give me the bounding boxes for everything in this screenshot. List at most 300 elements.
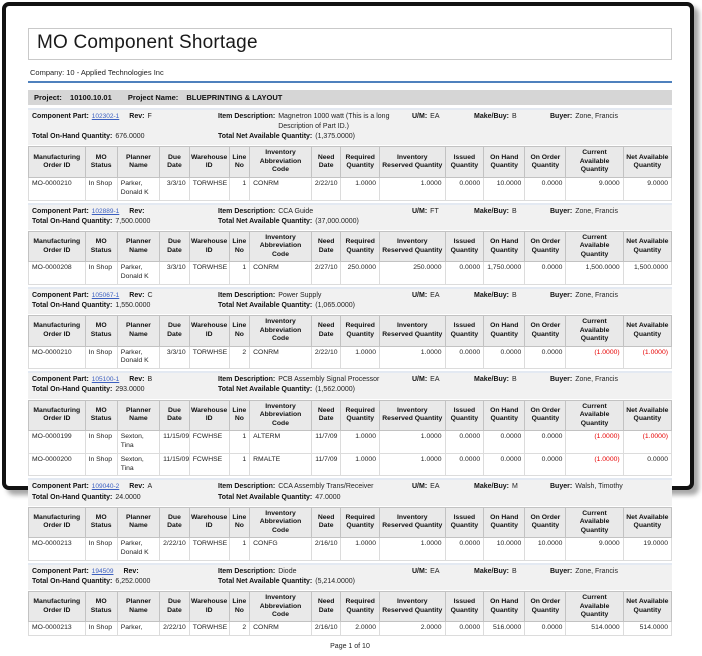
project-name: BLUEPRINTING & LAYOUT: [186, 93, 283, 102]
column-header: Inventory Abbreviation Code: [250, 400, 312, 430]
column-header: Manufacturing Order ID: [29, 147, 86, 177]
total-net-available-group: [218, 493, 668, 503]
total-on-hand-value: 24.0000: [115, 493, 141, 501]
rev-label: Rev:: [129, 113, 145, 120]
column-header: Net Available Quantity: [623, 231, 671, 261]
section-header-line1: [32, 207, 668, 217]
component-part-label: Component Part:: [32, 207, 89, 215]
column-header: Line No: [229, 507, 250, 537]
um-group: [412, 112, 474, 122]
column-header: Current Available Quantity: [566, 507, 623, 537]
component-part-label: Component Part:: [32, 483, 89, 491]
section-header-line2: [32, 132, 668, 142]
column-header: Planner Name: [117, 316, 159, 346]
table-cell: Parker, Donald K: [117, 262, 159, 285]
column-header: Planner Name: [117, 231, 159, 261]
shortage-table: [28, 315, 672, 369]
table-cell: 1.0000: [380, 431, 446, 454]
make-buy-label: Make/Buy:: [474, 291, 510, 299]
column-header: Warehouse ID: [189, 231, 229, 261]
item-description-group: [218, 482, 412, 492]
rev-label: Rev:: [129, 483, 145, 491]
table-header-row: [29, 316, 672, 346]
column-header: Need Date: [311, 592, 341, 622]
table-cell: 0.0000: [525, 622, 566, 636]
rev-label: Rev:: [129, 291, 145, 299]
column-header: On Order Quantity: [525, 400, 566, 430]
column-header: MO Status: [85, 507, 117, 537]
table-cell: 0.0000: [445, 177, 484, 200]
make-buy-group: [474, 567, 550, 577]
um-label: U/M:: [412, 567, 428, 575]
item-description-value: Diode: [278, 567, 297, 575]
component-part-link[interactable]: 194509: [91, 567, 114, 575]
column-header: Required Quantity: [341, 400, 380, 430]
total-on-hand-group: [32, 577, 218, 587]
column-header: Inventory Abbreviation Code: [250, 231, 312, 261]
table-cell: In Shop: [85, 431, 117, 454]
column-header: Line No: [229, 147, 250, 177]
make-buy-value: B: [512, 376, 517, 384]
component-section: [28, 371, 672, 476]
total-on-hand-label: Total On-Hand Quantity:: [32, 577, 113, 585]
section-header: [28, 565, 672, 590]
column-header: On Order Quantity: [525, 231, 566, 261]
um-value: EA: [430, 483, 440, 491]
item-description-group: [218, 291, 412, 301]
column-header: On Order Quantity: [525, 592, 566, 622]
table-cell: FCWHSE: [189, 431, 229, 454]
table-cell: 1.0000: [341, 538, 380, 561]
table-cell: MO-0000210: [29, 177, 86, 200]
table-cell: Parker,: [117, 622, 159, 636]
buyer-value: Zone, Francis: [575, 376, 618, 384]
buyer-group: [550, 112, 668, 122]
column-header: Manufacturing Order ID: [29, 592, 86, 622]
component-part-link[interactable]: 105100-1: [91, 376, 120, 384]
column-header: On Hand Quantity: [484, 400, 525, 430]
item-description-label: Item Description:: [218, 207, 276, 215]
column-header: MO Status: [85, 400, 117, 430]
column-header: Net Available Quantity: [623, 147, 671, 177]
component-section: [28, 203, 672, 285]
table-cell: 0.0000: [445, 346, 484, 369]
rev-value: F: [147, 113, 152, 120]
table-cell: 11/7/09: [311, 431, 341, 454]
column-header: Due Date: [160, 400, 190, 430]
section-header-line1: [32, 567, 668, 577]
column-header: Planner Name: [117, 507, 159, 537]
table-row: [29, 262, 672, 285]
total-on-hand-value: 676.0000: [115, 133, 145, 141]
um-label: U/M:: [412, 376, 428, 384]
table-cell: 2/16/10: [311, 622, 341, 636]
make-buy-label: Make/Buy:: [474, 376, 510, 384]
table-cell: 1.0000: [380, 346, 446, 369]
item-description-value: Power Supply: [278, 291, 322, 299]
table-cell: 0.0000: [525, 346, 566, 369]
column-header: Planner Name: [117, 592, 159, 622]
table-cell: 1.0000: [380, 177, 446, 200]
table-cell: 3/3/10: [160, 262, 190, 285]
project-name-label: Project Name:: [127, 93, 179, 102]
um-value: EA: [430, 113, 440, 120]
total-net-available-group: [218, 301, 668, 311]
item-description-group: [218, 567, 412, 577]
buyer-value: Zone, Francis: [575, 207, 618, 215]
um-group: [412, 482, 474, 492]
table-cell: 1,500.0000: [566, 262, 623, 285]
item-description-group: [218, 375, 412, 385]
buyer-label: Buyer:: [550, 113, 573, 120]
column-header: Inventory Reserved Quantity: [380, 592, 446, 622]
report-title-box: [28, 28, 672, 60]
table-cell: TORWHSE: [189, 346, 229, 369]
column-header: Warehouse ID: [189, 147, 229, 177]
buyer-label: Buyer:: [550, 376, 573, 384]
column-header: On Hand Quantity: [484, 316, 525, 346]
total-on-hand-label: Total On-Hand Quantity:: [32, 302, 113, 310]
column-header: Due Date: [160, 592, 190, 622]
table-cell: Sexton, Tina: [117, 431, 159, 454]
shortage-table: [28, 231, 672, 285]
column-header: Required Quantity: [341, 592, 380, 622]
table-cell: 9.0000: [623, 177, 671, 200]
total-net-available-value: (5,214.0000): [315, 577, 355, 585]
component-part-link[interactable]: 102889-1: [91, 207, 120, 215]
column-header: Net Available Quantity: [623, 316, 671, 346]
table-cell: 514.0000: [623, 622, 671, 636]
table-cell: 1: [229, 538, 250, 561]
column-header: On Hand Quantity: [484, 147, 525, 177]
component-part-link[interactable]: 109040-2: [91, 483, 120, 491]
column-header: Inventory Abbreviation Code: [250, 316, 312, 346]
table-cell: 0.0000: [445, 262, 484, 285]
table-cell: 2.0000: [380, 622, 446, 636]
table-cell: 0.0000: [484, 346, 525, 369]
make-buy-group: [474, 291, 550, 301]
column-header: Required Quantity: [341, 507, 380, 537]
make-buy-value: M: [512, 483, 518, 491]
table-row: [29, 538, 672, 561]
total-on-hand-group: [32, 385, 218, 395]
table-cell: MO-0000200: [29, 453, 86, 476]
table-cell: 11/15/09: [160, 431, 190, 454]
table-cell: MO-0000213: [29, 622, 86, 636]
table-cell: CONRM: [250, 346, 312, 369]
table-row: [29, 431, 672, 454]
buyer-value: Zone, Francis: [575, 567, 618, 575]
column-header: Line No: [229, 400, 250, 430]
table-header-row: [29, 507, 672, 537]
table-cell: In Shop: [85, 177, 117, 200]
table-cell: 1: [229, 177, 250, 200]
buyer-group: [550, 567, 668, 577]
column-header: On Hand Quantity: [484, 231, 525, 261]
column-header: MO Status: [85, 147, 117, 177]
item-description-label: Item Description:: [218, 113, 276, 120]
um-value: EA: [430, 291, 440, 299]
table-cell: 1.0000: [341, 346, 380, 369]
table-row: [29, 177, 672, 200]
table-cell: 10.0000: [484, 538, 525, 561]
total-on-hand-value: 293.0000: [115, 386, 145, 394]
table-cell: (1.0000): [566, 346, 623, 369]
component-part-group: [32, 112, 218, 122]
um-group: [412, 375, 474, 385]
column-header: On Order Quantity: [525, 147, 566, 177]
component-part-group: [32, 291, 218, 301]
um-label: U/M:: [412, 113, 428, 120]
buyer-group: [550, 291, 668, 301]
table-cell: 0.0000: [445, 622, 484, 636]
column-header: MO Status: [85, 316, 117, 346]
column-header: Warehouse ID: [189, 507, 229, 537]
column-header: Issued Quantity: [445, 147, 484, 177]
report-page: [6, 6, 690, 656]
table-cell: 2/22/10: [160, 538, 190, 561]
table-cell: 11/7/09: [311, 453, 341, 476]
column-header: Inventory Abbreviation Code: [250, 592, 312, 622]
rev-value: A: [147, 483, 153, 491]
total-net-available-label: Total Net Available Quantity:: [218, 493, 313, 501]
buyer-label: Buyer:: [550, 207, 573, 215]
table-cell: RMALTE: [250, 453, 312, 476]
column-header: On Order Quantity: [525, 316, 566, 346]
column-header: On Hand Quantity: [484, 507, 525, 537]
table-cell: 1: [229, 431, 250, 454]
table-cell: Parker, Donald K: [117, 346, 159, 369]
item-description-group: [218, 112, 412, 132]
total-net-available-label: Total Net Available Quantity:: [218, 386, 313, 394]
um-label: U/M:: [412, 207, 428, 215]
column-header: Manufacturing Order ID: [29, 231, 86, 261]
column-header: Issued Quantity: [445, 231, 484, 261]
table-cell: (1.0000): [566, 453, 623, 476]
buyer-label: Buyer:: [550, 567, 573, 575]
total-net-available-group: [218, 577, 668, 587]
shortage-table: [28, 591, 672, 636]
column-header: Required Quantity: [341, 147, 380, 177]
table-cell: 2/22/10: [160, 622, 190, 636]
column-header: Issued Quantity: [445, 592, 484, 622]
make-buy-value: B: [512, 207, 517, 215]
table-cell: 0.0000: [525, 431, 566, 454]
column-header: Due Date: [160, 507, 190, 537]
total-net-available-value: (37,000.0000): [315, 217, 359, 225]
table-cell: MO-0000210: [29, 346, 86, 369]
rev-label: Rev:: [129, 376, 145, 384]
total-on-hand-label: Total On-Hand Quantity:: [32, 217, 113, 225]
section-header-line1: [32, 482, 668, 492]
table-cell: 1.0000: [380, 538, 446, 561]
column-header: Warehouse ID: [189, 316, 229, 346]
component-part-link[interactable]: 105067-1: [91, 291, 120, 299]
total-on-hand-label: Total On-Hand Quantity:: [32, 386, 113, 394]
table-row: [29, 346, 672, 369]
table-row: [29, 453, 672, 476]
total-net-available-label: Total Net Available Quantity:: [218, 577, 313, 585]
shortage-table: [28, 400, 672, 477]
item-description-value: PCB Assembly Signal Processor: [278, 376, 380, 384]
section-header-line2: [32, 217, 668, 227]
total-net-available-label: Total Net Available Quantity:: [218, 302, 313, 310]
shortage-table: [28, 507, 672, 561]
buyer-label: Buyer:: [550, 483, 573, 491]
component-section: [28, 478, 672, 560]
section-header-line2: [32, 493, 668, 503]
item-description-group: [218, 207, 412, 217]
shortage-table: [28, 146, 672, 200]
column-header: Net Available Quantity: [623, 592, 671, 622]
make-buy-label: Make/Buy:: [474, 567, 510, 575]
section-header-line1: [32, 375, 668, 385]
total-on-hand-group: [32, 132, 218, 142]
column-header: Due Date: [160, 231, 190, 261]
table-cell: In Shop: [85, 538, 117, 561]
section-header-line1: [32, 291, 668, 301]
column-header: Issued Quantity: [445, 507, 484, 537]
rev-value: C: [147, 291, 153, 299]
section-header-line2: [32, 301, 668, 311]
column-header: Line No: [229, 592, 250, 622]
item-description-label: Item Description:: [218, 291, 276, 299]
total-on-hand-group: [32, 217, 218, 227]
table-cell: 11/15/09: [160, 453, 190, 476]
table-cell: 0.0000: [525, 177, 566, 200]
table-cell: In Shop: [85, 453, 117, 476]
section-header-line2: [32, 577, 668, 587]
table-cell: (1.0000): [566, 431, 623, 454]
column-header: Current Available Quantity: [566, 147, 623, 177]
component-part-group: [32, 375, 218, 385]
total-net-available-label: Total Net Available Quantity:: [218, 133, 313, 141]
table-cell: 514.0000: [566, 622, 623, 636]
um-label: U/M:: [412, 291, 428, 299]
section-header-line1: [32, 112, 668, 132]
total-net-available-group: [218, 385, 668, 395]
table-cell: 2: [229, 622, 250, 636]
column-header: Warehouse ID: [189, 400, 229, 430]
component-part-label: Component Part:: [32, 567, 89, 575]
table-cell: 1,500.0000: [623, 262, 671, 285]
column-header: Inventory Reserved Quantity: [380, 231, 446, 261]
make-buy-label: Make/Buy:: [474, 113, 510, 120]
make-buy-group: [474, 112, 550, 122]
total-net-available-group: [218, 132, 668, 142]
buyer-group: [550, 482, 668, 492]
total-on-hand-value: 7,500.0000: [115, 217, 151, 225]
table-cell: 0.0000: [623, 453, 671, 476]
table-cell: 2: [229, 346, 250, 369]
make-buy-label: Make/Buy:: [474, 483, 510, 491]
component-part-label: Component Part:: [32, 113, 89, 120]
column-header: Current Available Quantity: [566, 231, 623, 261]
component-part-label: Component Part:: [32, 291, 89, 299]
table-cell: (1.0000): [623, 431, 671, 454]
column-header: Need Date: [311, 147, 341, 177]
page-title: MO Component Shortage: [37, 32, 258, 53]
column-header: Issued Quantity: [445, 400, 484, 430]
component-part-link[interactable]: 102302-1: [91, 113, 120, 120]
column-header: Required Quantity: [341, 316, 380, 346]
table-cell: CONRM: [250, 622, 312, 636]
column-header: MO Status: [85, 592, 117, 622]
component-part-group: [32, 207, 218, 217]
column-header: Line No: [229, 316, 250, 346]
um-value: FT: [430, 207, 439, 215]
table-cell: 1: [229, 453, 250, 476]
rev-label: Rev:: [129, 207, 145, 215]
column-header: Planner Name: [117, 400, 159, 430]
table-cell: 1: [229, 262, 250, 285]
table-cell: 250.0000: [341, 262, 380, 285]
column-header: Inventory Reserved Quantity: [380, 507, 446, 537]
make-buy-label: Make/Buy:: [474, 207, 510, 215]
item-description-value: CCA Assembly Trans/Receiver: [278, 483, 374, 491]
table-cell: 516.0000: [484, 622, 525, 636]
table-cell: 9.0000: [566, 177, 623, 200]
table-cell: TORWHSE: [189, 262, 229, 285]
table-header-row: [29, 231, 672, 261]
column-header: Current Available Quantity: [566, 316, 623, 346]
buyer-value: Walsh, Timothy: [575, 483, 623, 491]
total-net-available-value: (1,065.0000): [315, 302, 355, 310]
total-net-available-value: 47.0000: [315, 493, 341, 501]
table-cell: CONRM: [250, 262, 312, 285]
table-cell: FCWHSE: [189, 453, 229, 476]
table-cell: 2.0000: [341, 622, 380, 636]
buyer-label: Buyer:: [550, 291, 573, 299]
component-part-group: [32, 567, 218, 577]
table-header-row: [29, 400, 672, 430]
column-header: Inventory Abbreviation Code: [250, 507, 312, 537]
project-id: 10100.10.01: [70, 93, 112, 102]
make-buy-value: B: [512, 567, 517, 575]
table-cell: 0.0000: [525, 262, 566, 285]
table-cell: 1.0000: [341, 177, 380, 200]
item-description-label: Item Description:: [218, 483, 276, 491]
table-cell: Parker, Donald K: [117, 177, 159, 200]
um-group: [412, 567, 474, 577]
table-cell: 1,750.0000: [484, 262, 525, 285]
table-cell: (1.0000): [623, 346, 671, 369]
table-header-row: [29, 147, 672, 177]
column-header: Inventory Reserved Quantity: [380, 316, 446, 346]
make-buy-value: B: [512, 113, 517, 120]
item-description-label: Item Description:: [218, 567, 276, 575]
item-description-label: Item Description:: [218, 376, 276, 384]
sections: [28, 108, 672, 636]
table-cell: ALTERM: [250, 431, 312, 454]
component-part-label: Component Part:: [32, 376, 89, 384]
project-label: Project:: [34, 93, 62, 102]
column-header: Issued Quantity: [445, 316, 484, 346]
component-part-group: [32, 482, 218, 492]
column-header: Warehouse ID: [189, 592, 229, 622]
buyer-group: [550, 375, 668, 385]
table-cell: 1.0000: [380, 453, 446, 476]
table-cell: 0.0000: [445, 431, 484, 454]
section-header: [28, 110, 672, 145]
item-description-value: CCA Guide: [278, 207, 314, 215]
table-cell: 1.0000: [341, 431, 380, 454]
column-header: Planner Name: [117, 147, 159, 177]
section-header-line2: [32, 385, 668, 395]
page-footer: Page 1 of 10: [330, 643, 370, 651]
um-label: U/M:: [412, 483, 428, 491]
column-header: Manufacturing Order ID: [29, 316, 86, 346]
